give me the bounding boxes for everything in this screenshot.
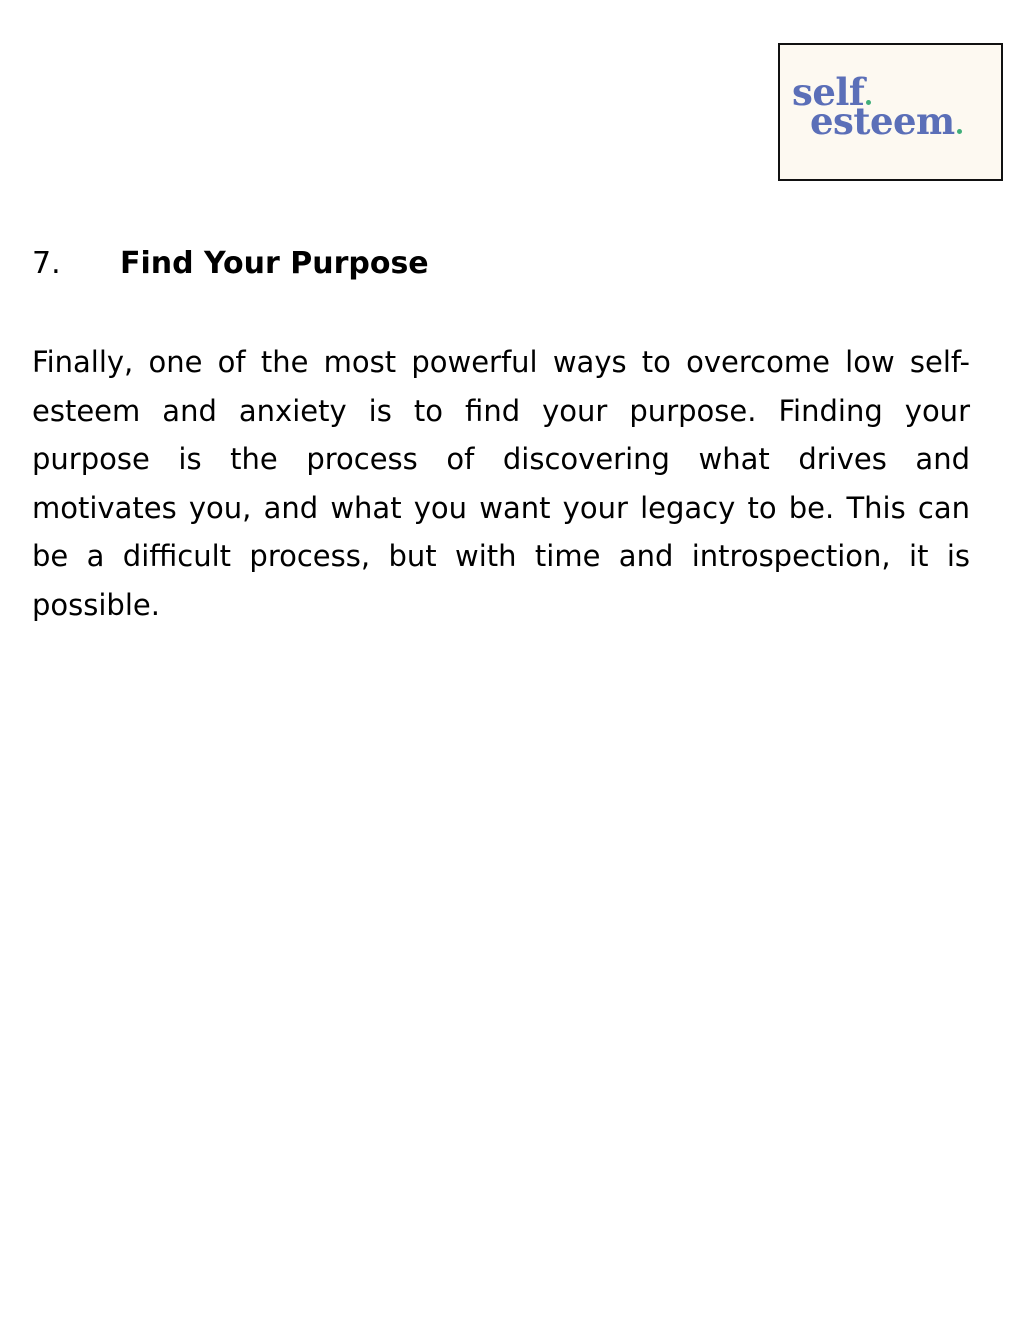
logo-text-esteem: esteem bbox=[810, 99, 955, 143]
logo bbox=[778, 43, 1003, 181]
section-heading bbox=[32, 244, 429, 284]
body-paragraph: Finally, one of the most powerful ways to overcome low self-esteem and anxiety is to find your purpose. Finding your purpose is the process of discovering what drives and motivates you, and what you want your legacy to be. This can be a difficult process, but with time and introspection, it is possible. bbox=[32, 345, 970, 622]
logo-text-self: self bbox=[792, 70, 865, 114]
section-number: 7. bbox=[32, 246, 61, 281]
logo-line-esteem bbox=[810, 99, 962, 143]
section-title: Find Your Purpose bbox=[120, 246, 429, 281]
logo-dot bbox=[957, 129, 962, 134]
